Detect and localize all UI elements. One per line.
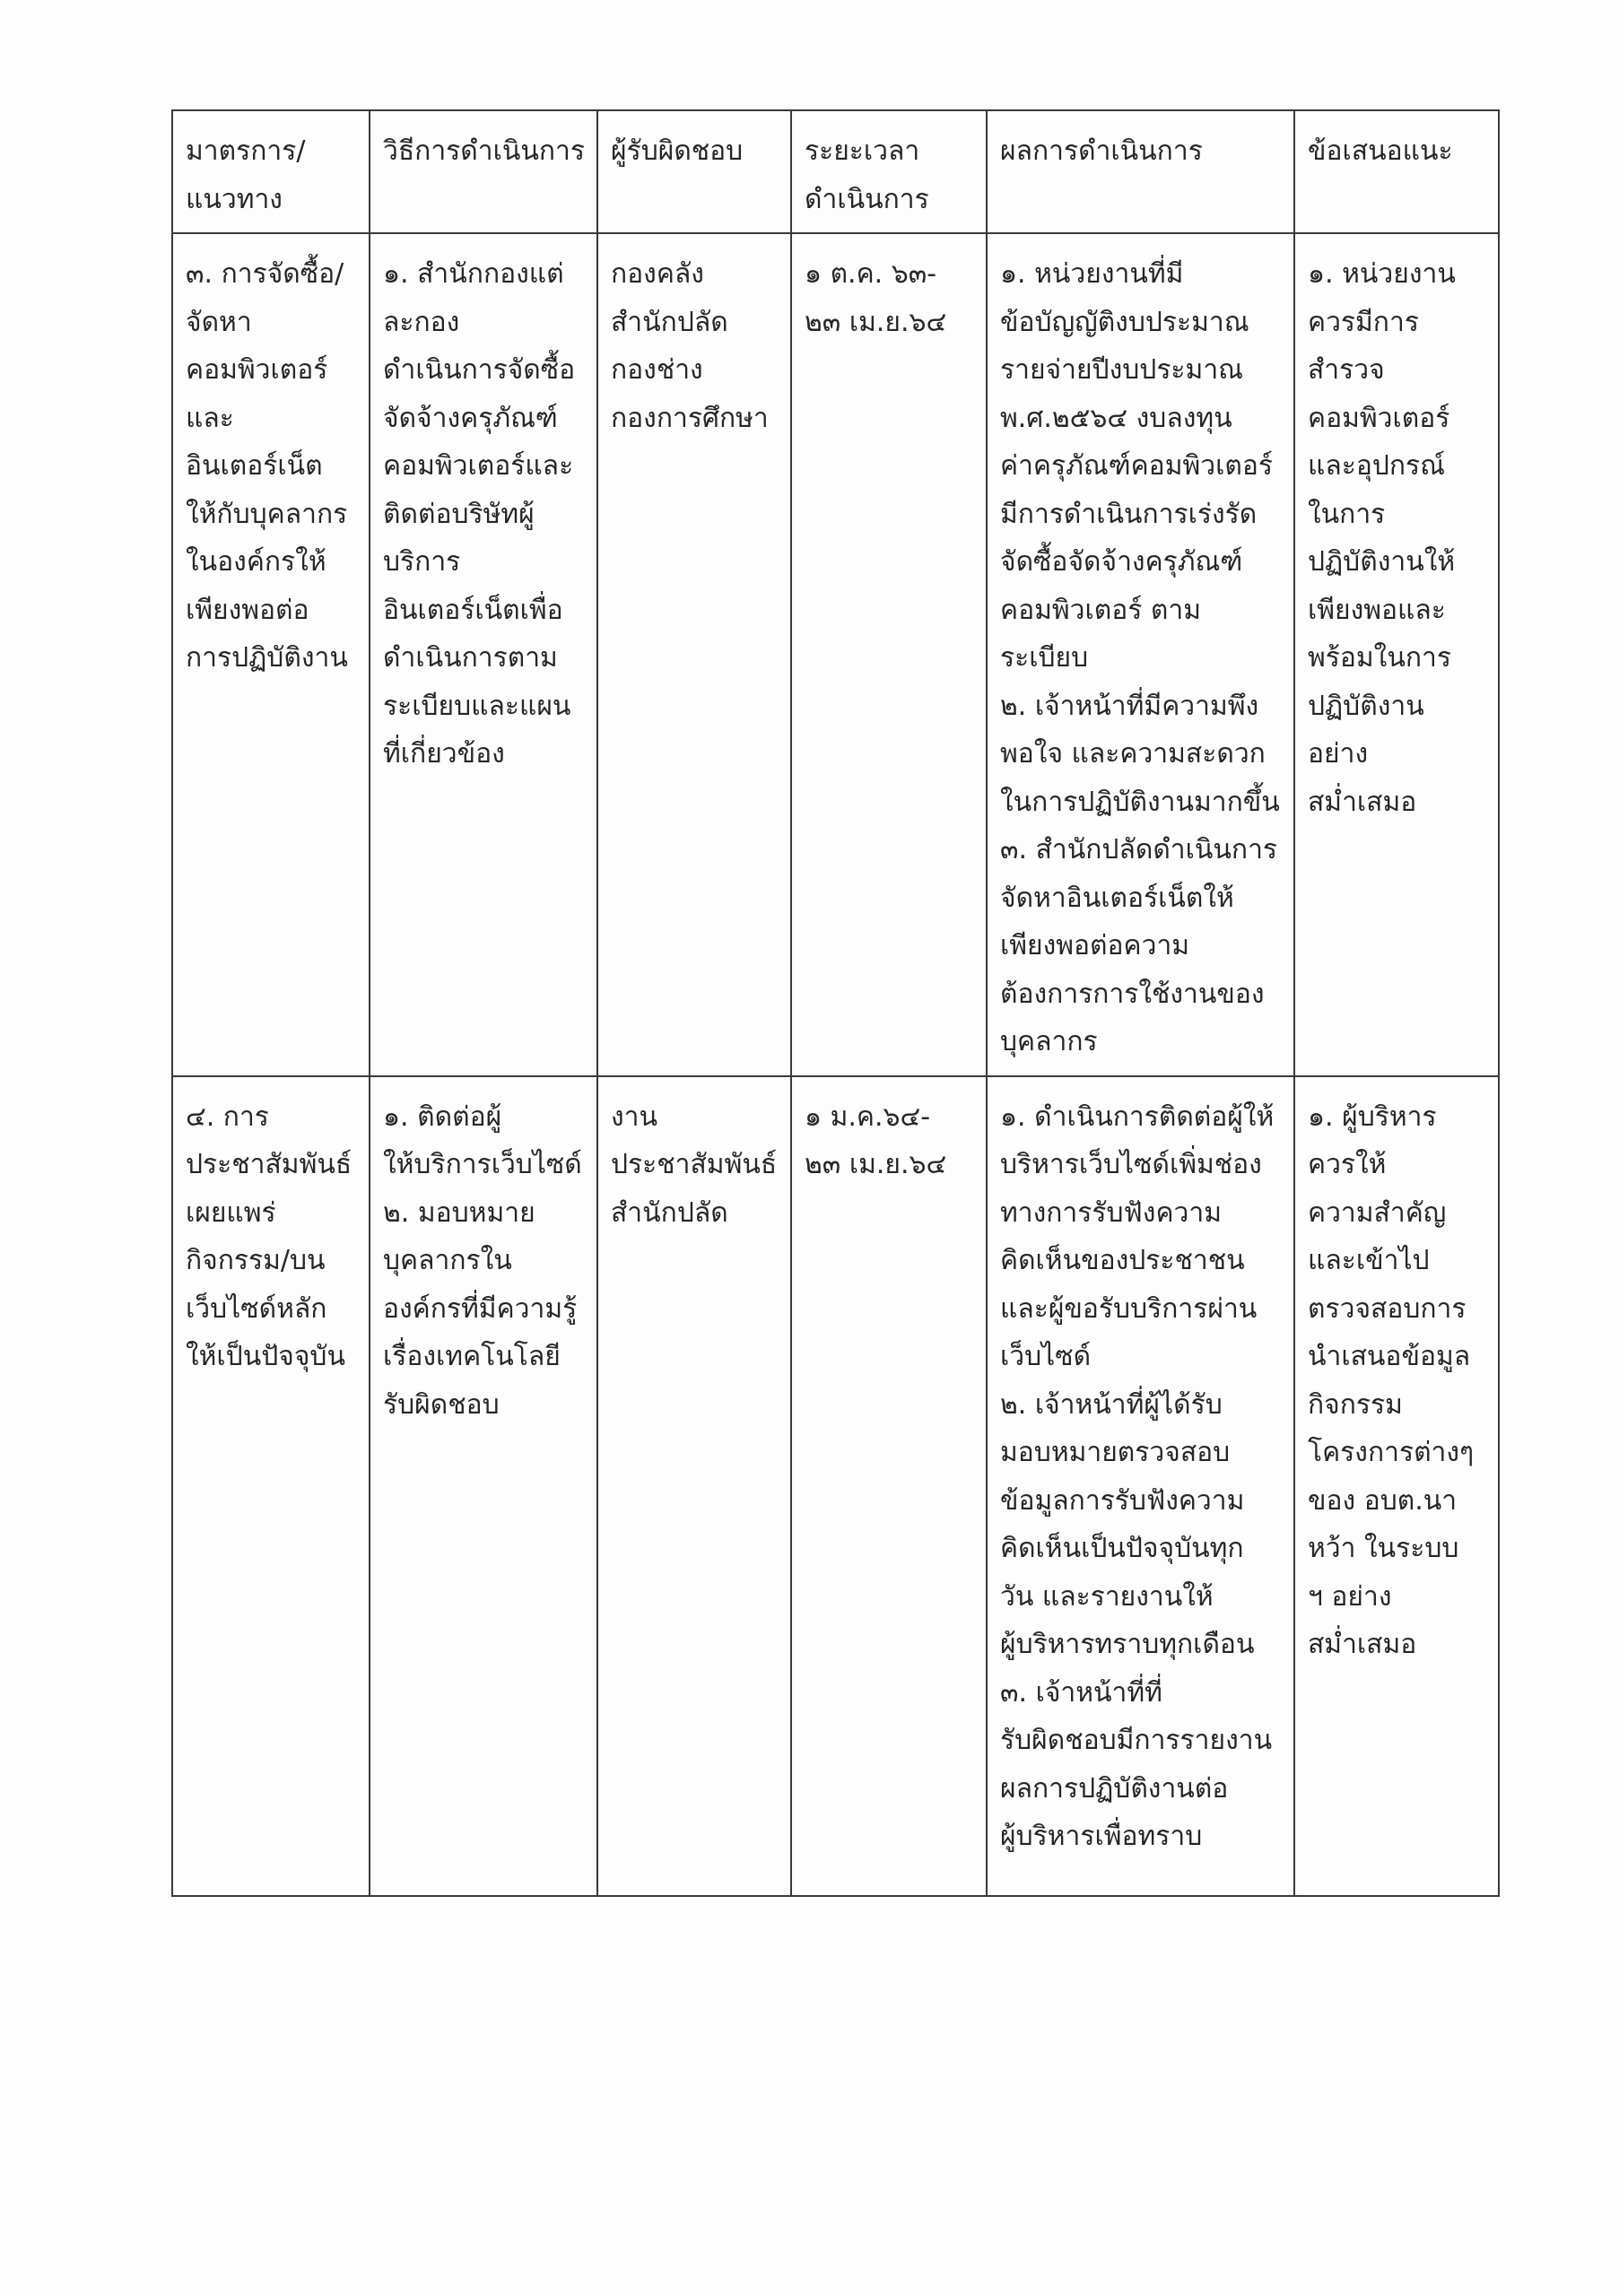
cell-line: ตรวจสอบการ xyxy=(1308,1292,1467,1325)
header-line: ผู้รับผิดชอบ xyxy=(611,135,744,167)
cell-line: สำรวจ xyxy=(1308,354,1385,386)
cell-line: ในการปฏิบัติงานมากขึ้น xyxy=(1000,786,1280,818)
cell-duration xyxy=(791,233,987,1076)
cell-measure xyxy=(172,1076,370,1896)
cell-line: สำนักปลัด xyxy=(611,306,728,338)
cell-line: ๑. หน่วยงานที่มี xyxy=(1000,258,1184,290)
cell-line: ๒๓ เม.ย.๖๔ xyxy=(805,1149,947,1180)
cell-line: ๑. หน่วยงาน xyxy=(1308,258,1456,290)
cell-line: ให้เป็นปัจจุบัน xyxy=(186,1341,345,1372)
cell-line: ๑. ดำเนินการติดต่อผู้ให้ xyxy=(1000,1100,1275,1133)
cell-line: โครงการต่างๆ xyxy=(1308,1437,1475,1468)
cell-line: คอมพิวเตอร์ xyxy=(186,354,328,386)
cell-line: เพียงพอต่อความ xyxy=(1000,930,1190,961)
cell-line: ๒. เจ้าหน้าที่ผู้ได้รับ xyxy=(1000,1388,1223,1421)
cell-measure xyxy=(172,233,370,1076)
cell-line: นำเสนอข้อมูล xyxy=(1308,1341,1471,1372)
cell-line: กองการศึกษา xyxy=(611,402,769,434)
table-row xyxy=(172,233,1499,1076)
cell-line: พร้อมในการ xyxy=(1308,642,1451,674)
cell-line: มอบหมายตรวจสอบ xyxy=(1000,1437,1231,1468)
cell-line: งาน xyxy=(611,1100,658,1133)
cell-line: ในการ xyxy=(1308,498,1386,530)
cell-line: ของ อบต.นา xyxy=(1308,1484,1458,1517)
cell-line: สำนักปลัด xyxy=(611,1196,728,1229)
cell-line: ระเบียบ xyxy=(1000,642,1089,674)
cell-line: ทางการรับฟังความ xyxy=(1000,1196,1222,1229)
cell-line: ๓. สำนักปลัดดำเนินการ xyxy=(1000,834,1278,865)
cell-line: เว็บไซด์หลัก xyxy=(186,1292,327,1325)
cell-line: เพียงพอและ xyxy=(1308,594,1446,626)
cell-line: ค่าครุภัณฑ์คอมพิวเตอร์ xyxy=(1000,450,1273,482)
header-measures xyxy=(172,110,370,233)
cell-line: คิดเห็นเป็นปัจจุบันทุก xyxy=(1000,1533,1244,1564)
header-line: ข้อเสนอแนะ xyxy=(1308,135,1453,167)
cell-line: ในองค์กรให้ xyxy=(186,546,326,578)
cell-method xyxy=(370,233,597,1076)
header-method xyxy=(370,110,597,233)
cell-line: กิจกรรม/บน xyxy=(186,1245,326,1276)
cell-duration xyxy=(791,1076,987,1896)
cell-line: ๒. มอบหมาย xyxy=(383,1196,535,1229)
cell-line: รายจ่ายปีงบประมาณ xyxy=(1000,354,1243,386)
cell-line: อินเตอร์เน็ตเพื่อ xyxy=(383,594,563,626)
header-line: ระยะเวลา xyxy=(805,135,920,167)
cell-line: คิดเห็นของประชาชน xyxy=(1000,1245,1245,1276)
cell-line: เว็บไซด์ xyxy=(1000,1341,1092,1372)
cell-line: คอมพิวเตอร์ xyxy=(1308,402,1450,434)
cell-line: ผลการปฏิบัติงานต่อ xyxy=(1000,1772,1229,1805)
cell-line: กองช่าง xyxy=(611,354,703,386)
cell-line: ละกอง xyxy=(383,306,460,338)
cell-line: วัน และรายงานให้ xyxy=(1000,1580,1214,1613)
cell-line: จัดหา xyxy=(186,306,252,338)
cell-line: บริหารเว็บไซด์เพิ่มช่อง xyxy=(1000,1149,1262,1180)
cell-line: พอใจ และความสะดวก xyxy=(1000,738,1266,770)
cell-line: หว้า ในระบบ xyxy=(1308,1533,1459,1564)
cell-line: ติดต่อบริษัทผู้ xyxy=(383,498,535,530)
header-duration xyxy=(791,110,987,233)
cell-line: ที่เกี่ยวข้อง xyxy=(383,738,505,770)
cell-line: กองคลัง xyxy=(611,258,704,290)
cell-line: ๑. ติดต่อผู้ xyxy=(383,1100,502,1133)
header-line: วิธีการดำเนินการ xyxy=(383,135,585,167)
header-line: แนวทาง xyxy=(186,183,283,215)
measures-table xyxy=(171,109,1500,1897)
cell-line: มีการดำเนินการเร่งรัด xyxy=(1000,498,1258,530)
cell-line: คอมพิวเตอร์และ xyxy=(383,450,574,482)
cell-line: อย่าง xyxy=(1308,738,1369,770)
cell-line: ๑. สำนักกองแต่ xyxy=(383,258,564,290)
cell-line: บริการ xyxy=(383,546,461,578)
cell-line: สม่ำเสมอ xyxy=(1308,1629,1417,1660)
cell-line: จัดซื้อจัดจ้างครุภัณฑ์ xyxy=(1000,546,1243,578)
cell-line: ๑. ผู้บริหาร xyxy=(1308,1100,1437,1133)
cell-responsible xyxy=(597,233,791,1076)
header-suggestions xyxy=(1294,110,1499,233)
cell-line: รับผิดชอบมีการรายงาน xyxy=(1000,1725,1273,1756)
cell-line: จัดจ้างครุภัณฑ์ xyxy=(383,402,558,434)
cell-line: ๓. เจ้าหน้าที่ที่ xyxy=(1000,1676,1162,1709)
cell-line: ข้อมูลการรับฟังความ xyxy=(1000,1484,1245,1517)
cell-line: และอุปกรณ์ xyxy=(1308,450,1446,482)
cell-line: สม่ำเสมอ xyxy=(1308,786,1417,818)
cell-line: บุคลากรใน xyxy=(383,1245,512,1276)
cell-line: ความสำคัญ xyxy=(1308,1196,1447,1229)
cell-line: ปฏิบัติงาน xyxy=(1308,690,1424,722)
cell-responsible xyxy=(597,1076,791,1896)
cell-line: ควรให้ xyxy=(1308,1149,1387,1180)
cell-line: ข้อบัญญัติงบประมาณ xyxy=(1000,306,1249,338)
table-row xyxy=(172,1076,1499,1896)
header-line: มาตรการ/ xyxy=(186,135,306,167)
cell-line: ฯ อย่าง xyxy=(1308,1580,1392,1613)
cell-method xyxy=(370,1076,597,1896)
cell-line: ๑ ม.ค.๖๔- xyxy=(805,1100,931,1133)
cell-line: เพียงพอต่อ xyxy=(186,594,309,626)
cell-line: ๓. การจัดซื้อ/ xyxy=(186,258,344,290)
cell-suggestions xyxy=(1294,1076,1499,1896)
cell-line: องค์กรที่มีความรู้ xyxy=(383,1292,578,1325)
header-line: ดำเนินการ xyxy=(805,183,929,215)
cell-line: ผู้บริหารทราบทุกเดือน xyxy=(1000,1629,1255,1660)
cell-line: การปฏิบัติงาน xyxy=(186,642,348,674)
cell-line: เรื่องเทคโนโลยี xyxy=(383,1341,561,1372)
cell-line: ปฏิบัติงานให้ xyxy=(1308,546,1456,578)
cell-line: อินเตอร์เน็ต xyxy=(186,450,323,482)
cell-line: ควรมีการ xyxy=(1308,306,1419,338)
cell-line: กิจกรรม xyxy=(1308,1388,1403,1421)
cell-line: ระเบียบและแผน xyxy=(383,690,571,722)
cell-line: ผู้บริหารเพื่อทราบ xyxy=(1000,1821,1203,1852)
cell-line: ให้บริการเว็บไซด์ xyxy=(383,1149,582,1180)
cell-line: รับผิดชอบ xyxy=(383,1388,500,1421)
cell-suggestions xyxy=(1294,233,1499,1076)
cell-line: และเข้าไป xyxy=(1308,1245,1430,1276)
cell-line: ๒. เจ้าหน้าที่มีความพึง xyxy=(1000,690,1259,722)
header-responsible xyxy=(597,110,791,233)
cell-line: และ xyxy=(186,402,234,434)
cell-results xyxy=(987,1076,1294,1896)
cell-line: ดำเนินการตาม xyxy=(383,642,558,674)
header-results xyxy=(987,110,1294,233)
cell-line: ต้องการการใช้งานของ xyxy=(1000,978,1265,1010)
cell-line: และผู้ขอรับบริการผ่าน xyxy=(1000,1292,1258,1325)
cell-line: เผยแพร่ xyxy=(186,1196,276,1229)
cell-line: คอมพิวเตอร์ ตาม xyxy=(1000,594,1201,626)
cell-line: ๔. การ xyxy=(186,1100,269,1133)
cell-line: ดำเนินการจัดซื้อ xyxy=(383,354,576,386)
cell-line: ๒๓ เม.ย.๖๔ xyxy=(805,306,947,338)
cell-line: จัดหาอินเตอร์เน็ตให้ xyxy=(1000,882,1234,914)
header-line: ผลการดำเนินการ xyxy=(1000,135,1203,167)
cell-line: ประชาสัมพันธ์ xyxy=(611,1149,778,1180)
cell-line: พ.ศ.๒๕๖๔ งบลงทุน xyxy=(1000,402,1232,434)
cell-results xyxy=(987,233,1294,1076)
cell-line: ให้กับบุคลากร xyxy=(186,498,348,530)
cell-line: บุคลากร xyxy=(1000,1026,1098,1057)
cell-line: ๑ ต.ค. ๖๓- xyxy=(805,258,937,290)
table-header-row xyxy=(172,110,1499,233)
cell-line: ประชาสัมพันธ์ xyxy=(186,1149,353,1180)
